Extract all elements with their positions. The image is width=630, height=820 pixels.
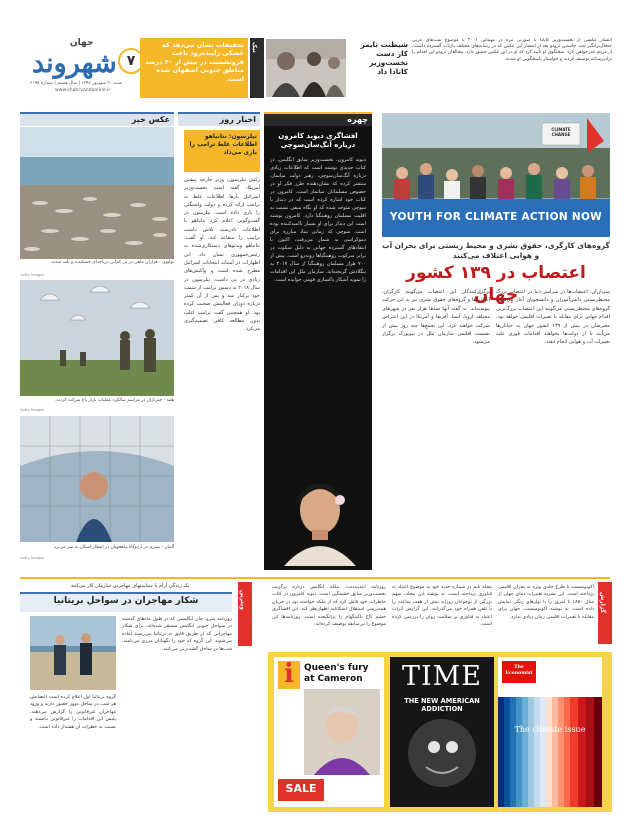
photo-news-credit-2: Getty Images [20, 408, 45, 412]
promo-text: تحقیقات نشان می‌دهد که خشکی زاینده‌رود باعث فرونشست در بیش از ۴۰ درصد مناطق جنوبی اصفهان شده است. [145, 41, 244, 83]
masthead [0, 38, 630, 106]
paper-i-headline: Queen's fury at Cameron [304, 663, 369, 684]
lead-photo-banner: YOUTH FOR CLIMATE ACTION NOW [389, 211, 603, 223]
photo-news-caption-1: بولیوی - هزاران ماهی در پی کم‌آبی دریاچه‌ای خشکیدند و تلف شدند. [50, 260, 174, 265]
lead-title: اعتصاب در ۱۳۹ کشور جهان [406, 263, 586, 305]
paper-i-body: روزنامه ایندیپندنت: ملکه انگلیس درباره برگزیت نخست‌وزیر سابق خشمگین است. دیوید کامرون در کتاب خاطرات خود فاش کرد که از ملکه خواسته بود در جریان همه‌پرسی استقلال اسکاتلند اظهارنظر کند. این افشاگری خشم کاخ باکینگهام را برانگیخته است. روزنامه‌ها این موضوع را بی‌سابقه توصیف کرده‌اند. [272, 585, 386, 628]
lead-kicker: گروه‌های کارگری، حقوق بشری و محیط زیستی برای بحران آب و هوایی اعتلاف می‌کنند [382, 241, 610, 260]
profile-bar [264, 112, 372, 126]
section-divider [20, 577, 610, 579]
profile-body: دیوید کامرون، نخست‌وزیر سابق انگلیس، در کتاب جدیدی نوشته است که اطلاعات زیادی درباره آنگ‌سان‌سوچی، رهبر دولت میانمار، منتشر کرده که نشان‌دهنده طرز فکر او در خصوص مسلمانان میانمار است. کامرون در کتاب خود اشاره کرده است که در دیدار با سوچی متوجه شده که او نگاه منفی نسبت به اقلیت مسلمان روهینگیا دارد. کامرون نوشته است این دیدار برای او بسیار ناامیدکننده بوده است. سوچی که زمانی نماد مبارزه برای دموکراسی به شمار می‌رفت، اکنون با انتقادهای گسترده جهانی به دلیل سکوت در برابر سرکوب روهینگیاها روبه‌رو است. بیش از ۷۰۰ هزار مسلمان روهینگیا از سال ۲۰۱۷ به بنگلادش گریخته‌اند. سازمان ملل این اقدامات را نمونه آشکار پاکسازی قومی خوانده است. [270, 157, 366, 283]
top-item-photo [266, 39, 346, 97]
climate-stripes-graphic [498, 697, 602, 807]
vitrin-body-left: گروه بریتانیا اول اعلام کرده است اعضایش هر شب در ساحل دوور حضور دارند و ورود مهاجران غیرقانونی را گزارش می‌دهند. پلیس این اقدامات را غیرقانونی دانسته و نسبت به خطرات آن هشدار داده است. [30, 695, 116, 730]
refugee-child-photo [20, 416, 174, 542]
brand-small: جهان [70, 38, 94, 48]
photo-news-caption-2: هلند - چتربازان در مراسم سالگرد عملیات بازار باغ شرکت کردند. [55, 398, 174, 403]
paratroopers-photo [20, 280, 174, 396]
page-number: ۷ [118, 48, 144, 74]
top-item-title: شیطنت تایمز کار دست نخست‌وزیر کانادا داد [360, 40, 408, 76]
photo-news-image-2 [20, 280, 174, 396]
report-strip-label: گزارش [599, 592, 606, 614]
time-body: مجله تایم در شماره جدید خود به موضوع اعتیاد به فناوری پرداخته است. به نوشته این مجله، سهم بزرگی از نوجوانان روزانه بیش از هفت ساعت را با تلفن همراه خود می‌گذرانند. این گزارش اثرات اعتیاد به فناوری بر سلامت روان را بررسی کرده است. [392, 585, 492, 628]
photo-news-credit-3: Getty Images [20, 556, 45, 560]
latest-news-bar [178, 112, 260, 126]
brand-logo: شهروند [32, 48, 117, 79]
photo-news-credit-1: Getty Images [20, 273, 45, 277]
dead-fish-photo [20, 127, 174, 259]
economist-cover [498, 657, 602, 807]
economist-body: اکونومیست با طرح جلدی ویژه به بحران اقلیمی پرداخته است. این نشریه تغییرات دمای جهان از سال ۱۸۵۰ تا امروز را با نوارهای رنگی نمایش داده است. به نوشته اکونومیست، جهان برای مقابله با تغییرات اقلیمی زمان زیادی ندارد. [498, 585, 594, 620]
vitrin-kicker: یک زندگی آرام با سیاستهای مهاجرتی سازمان کار می‌کنند [70, 583, 190, 589]
beach-patrol-photo [30, 616, 116, 690]
paper-i-cover [274, 657, 384, 807]
vitrin-title: شکار مهاجران در سواحل بریتانیا [53, 596, 199, 606]
latest-news-bar-label: اخبار روز [219, 115, 256, 124]
profile-title: افشاگری دیوید کامرون درباره آنگ‌سان‌سوچی [278, 132, 358, 149]
photo-news-image-1 [20, 127, 174, 259]
top-item-body: انتشار عکسی از نخست‌وزیر کانادا با صورتی تیره در مهمانی ۲۰۰۱ با موضوع شب‌های عربی جنجال‌برانگیز شد. جاستین ترودو بعد از انتشار این عکس که در رسانه‌های مختلف بازتاب گسترده داشت، از مردم عذرخواهی کرد. سخنگوی او تأیید کرد که او در این عکس حضور دارد. مخالفان ترودو این اقدام را نژادپرستانه توصیف کردند و خواستار پاسخگویی او شدند. [412, 38, 612, 62]
photo-news-bar-label: عکس خبر [131, 115, 170, 124]
time-logo: TIME [401, 661, 483, 692]
paper-i-sale: SALE [285, 782, 317, 795]
date-line: شنبه ۲۰ شهریور ۱۳۹۸ | سال هشتم | شماره ۲۱۹۵ [30, 81, 123, 86]
economist-headline: The climate issue [514, 725, 586, 734]
photo-news-caption-3: آلمان - پسری در اردوگاه پناهجویان در انتظار اسکان به سر می‌برد. [52, 545, 174, 550]
latest-news-headline: تیلرسون: نتانیاهو اطلاعات غلط ترامپ را بازی می‌داد [189, 133, 257, 156]
lead-body-col-1: سی‌ان‌ان: اعتصاب‌ها در سراسر دنیا در اعتصاب بزرگ محیط‌زیستی دانش‌آموزان و دانشجویان آغاز می‌شود. گروه‌های محیط‌زیستی می‌گویند این اعتصاب بزرگ‌ترین اقدام جهانی برای مقابله با تغییرات اقلیمی خواهد بود. معترضان در بیش از ۱۳۹ کشور جهان به خیابان‌ها می‌آیند تا از دولت‌ها بخواهند اقدامات فوری علیه تغییرات آب و هوایی انجام دهند. [496, 289, 610, 346]
suu-kyi-portrait [270, 470, 366, 566]
promo-box [140, 38, 248, 98]
economist-logo: The Economist [505, 665, 533, 676]
lead-body-col-2: برگزارکنندگان این اعتصاب می‌گویند کارگران، اتحادیه‌ها و گروه‌های حقوق بشری نیز به این حرکت پیوسته‌اند. به گفته آنها صدها هزار نفر در شهرهای مختلف اروپا، آسیا، آفریقا و آمریکا در این اعتراض شرکت خواهند کرد. این تجمع‌ها چند روز پیش از نشست اقلیمی سازمان ملل در نیویورک برگزار می‌شود. [382, 289, 490, 346]
profile-portrait [270, 470, 366, 566]
time-headline: THE NEW AMERICAN ADDICTION [404, 697, 480, 713]
vitrin-body-right: روزنامه مترو: جان انگلیسی که در طول ماه‌های گذشته در سواحل جنوبی انگلیس مستقر شده‌اند، برای شکار مهاجرانی که از طریق قایق به بریتانیا می‌رسند آماده می‌شوند. این گروه که خود را نگهبانان مرزی می‌نامند، شب‌ها در ساحل گشت‌زنی می‌کنند. [122, 617, 232, 652]
vitrin-strip-label: ویترین [239, 590, 246, 610]
vitrin-photo [30, 616, 116, 690]
photo-news-image-3 [20, 416, 174, 542]
site-url: www.shahrvandonline.ir [55, 88, 111, 93]
lead-photo [382, 113, 610, 237]
queen-photo [304, 689, 380, 775]
paper-i-logo: i [284, 659, 294, 689]
top-item-tag-label: نیک [251, 42, 258, 53]
profile-column [264, 126, 372, 570]
latest-news-body: رکس تیلرسون، وزیر خارجه پیشین آمریکا، گفته است نخست‌وزیر اسرائیل بارها اطلاعات غلط به ترامپ ارائه کرده و دولت واشنگتن را بازی داده است. تیلرسون در گفت‌وگویی اعلام کرد نتانیاهو با اطلاعات نادرست تلاش داشت ترامپ را متقاعد کند. او گفت: نتانیاهو ویدئوهای دستکاری‌شده به رئیس‌جمهوری نشان داد. این اظهارات در آستانه انتخابات اسرائیل مطرح شده است و واکنش‌های زیادی در پی داشت. تیلرسون در سال ۲۰۱۸ به دستور ترامپ از سمت خود برکنار شد و پس از آن کمتر درباره دوران فعالیتش صحبت کرده بود. او همچنین گفت ترامپ اغلب بدون مطالعه کافی تصمیم‌گیری می‌کرد. [184, 177, 260, 333]
profile-bar-label: چهره [347, 115, 368, 124]
latest-news-headline-box [184, 130, 260, 172]
photo-news-bar [20, 112, 174, 126]
lead-photo-sign: CLIMATE CHANGE [551, 127, 571, 137]
trudeau-photo-illustration [266, 39, 346, 97]
time-cover [390, 657, 494, 807]
